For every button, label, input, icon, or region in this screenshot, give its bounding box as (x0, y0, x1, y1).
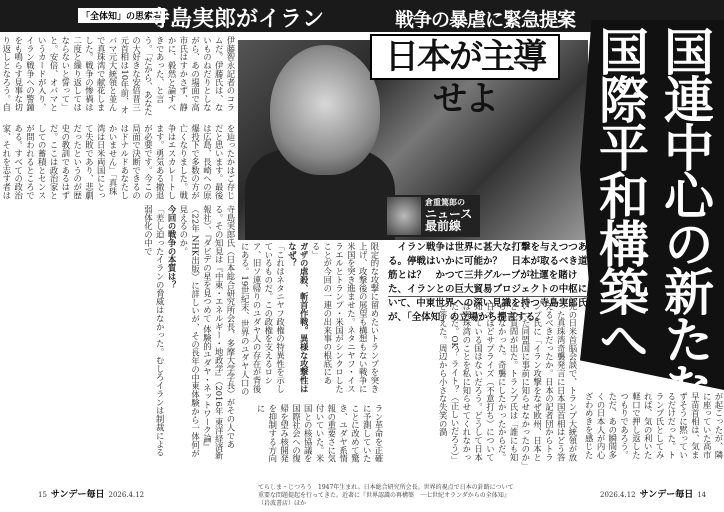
portrait-photo (270, 45, 380, 175)
subheading: 今回の戦争の本質は？ (167, 205, 178, 289)
body-text: 限定的な攻撃に留めたいトランプを突き上げ、攻撃後の展望も構想もない戦争に米国を突き進ませた。ネタニヤフ・イスラエルとトランプ・米国がシンクロしたことが今回の一連の出来事の根底にある」 (311, 242, 380, 394)
body-block-4 (238, 242, 380, 400)
body-block-5: 先の日米首脳会談で、トランプ大統領が放った真珠湾奇襲発言に日本国首相はどう答えるべきだったか。日本の記者団からトランプ氏に「イラン攻撃をなぜ欧州、日本といった同盟国に事前に知らせなかったのか」との質問が出た。トランプ氏は「誰にも知らせなかった。奇襲にしたかったからだ。日本ほどサプライズ（不意打ち）について知っている国はないだろう。どうして日本は真珠湾のことを私に知らせてくれなかったんだ。OK？ ライト？（正しいだろう）」と答えた。周辺から小さな失笑の渦 (438, 302, 578, 466)
columnist-photo (387, 197, 421, 235)
body-block-2: を辿ったかはご存じだと思います。最後は広島、長崎への原爆投下で多数の方が亡くなりました。戦争はエスカレートします。勇気ある撤退が必要です。今この局面で決断できるのはドナルドあなたしかいません」「真珠湾は日米両国にとって失敗であり、悲劇だったというのが歴史の教訓であるはずだ。ここは政治家としての蓄積とセンスが問われるところである。すべての政治家、それを志す者は (1, 124, 236, 200)
series-title-2: 最前線 (425, 219, 462, 233)
body-text: 寺島実郎氏（日本総合研究所会長、多摩大学学長）がその人である。その知見は『中東・エネルギー・地政学』（2016年 東洋経済新報社）、『ダビデの星を見つめて 体験的ユダヤ・ネットワーク論』（22年 NHK出版）に詳しいが、その長年の中東体験から一体何が見えるのか。 (178, 205, 236, 460)
magazine-logo: サンデー毎日 (50, 490, 105, 500)
body-block-3 (0, 205, 236, 465)
headline-text: 戦争の暴虐に緊急提案 (395, 9, 576, 31)
body-block-6: が起こったが、隣に座っていた高市早苗首相は、気まずそうに黙っているだけだった。トランプ氏としてみれば、気の利いた軽口で押し返したつもりであろう。ただ、あの瞬間多くの日本人が内心ざわめきを感じた (584, 392, 724, 460)
subheading: ガザの虐殺、斬首作戦。異様な攻撃性はなぜ？ (287, 242, 310, 394)
body-text: 「これはネタニヤフ政権の特異性を示しているものだ。この政権を支えるロシア、旧ソ連帰りのユダヤ人の存在が背後にある。19世紀末、世界のユダヤ人口の (240, 242, 286, 396)
lead-paragraph: イラン戦争は世界に甚大な打撃を与えつつある。停戦はいかに可能か？ 日本が取るべき道筋とは？ かつて三井グループが社運を賭けた、イランとの巨大貿易プロジェクトの中枢にいて、中東世界への深い見識を持つ寺島実郎氏が、「全体知」の立場から提言する。 (388, 242, 588, 323)
footer-right (600, 487, 706, 500)
divider (388, 296, 588, 297)
series-title-1: ニュース (425, 207, 473, 221)
issue-date: 2026.4.12 (600, 491, 636, 499)
title-line-1: 国連中心の新たな (656, 26, 714, 410)
kicker-label: 「全体知」の思索者 (78, 8, 165, 23)
body-text: 「差し迫ったイランの脅威はなかった。むしろイランは制裁による弱体化の中で (143, 205, 166, 457)
headline-name: 寺島実郎がイラン (148, 7, 325, 32)
series-badge (385, 195, 480, 237)
footer-left (38, 487, 144, 500)
page-number: 14 (697, 491, 707, 499)
author-bio: てらしま・じつろう 1947年生まれ。日本総合研究所会長。世界的視点で日本の針路について重要な問題提起を行ってきた。近著に『世界認識の再構築 一七世紀オランダからの全体知』（岩波書店）ほか (258, 484, 514, 507)
issue-date: 2026.4.12 (108, 491, 145, 499)
columnist-name: 倉重篤郎の (425, 198, 465, 207)
magazine-logo: サンデー毎日 (639, 490, 694, 500)
body-block-7: ラン革命を正確に予測していたことに改めて驚き、ユダヤ系情報の重要さに気付いていた。米国との核協議を国際社会への復帰を望み核開発を抑制する方向に (256, 404, 384, 463)
subtitle: 日本が主導せよ (370, 34, 560, 80)
title-line-2: 国際平和構築へ (591, 26, 649, 362)
body-block-1: 伊藤智永記者のコラムだ。伊藤氏は、ないものねだりとしながら、あの場面で高市氏はすかさず、静かに、毅然と論すべきであった、と言う。「だから、あなたの大好きな安倍晋三元首相は10年前、オバマ元大統領と並んで真珠湾で献花しました。戦争の惨禍は二度と繰り返してはならないと誓って」と。安倍、オバマというカードが入り、イラン戦争への警鐘をも鳴らす見事な切り返しとなろう。自 (1, 36, 236, 116)
page-number: 15 (38, 491, 47, 499)
